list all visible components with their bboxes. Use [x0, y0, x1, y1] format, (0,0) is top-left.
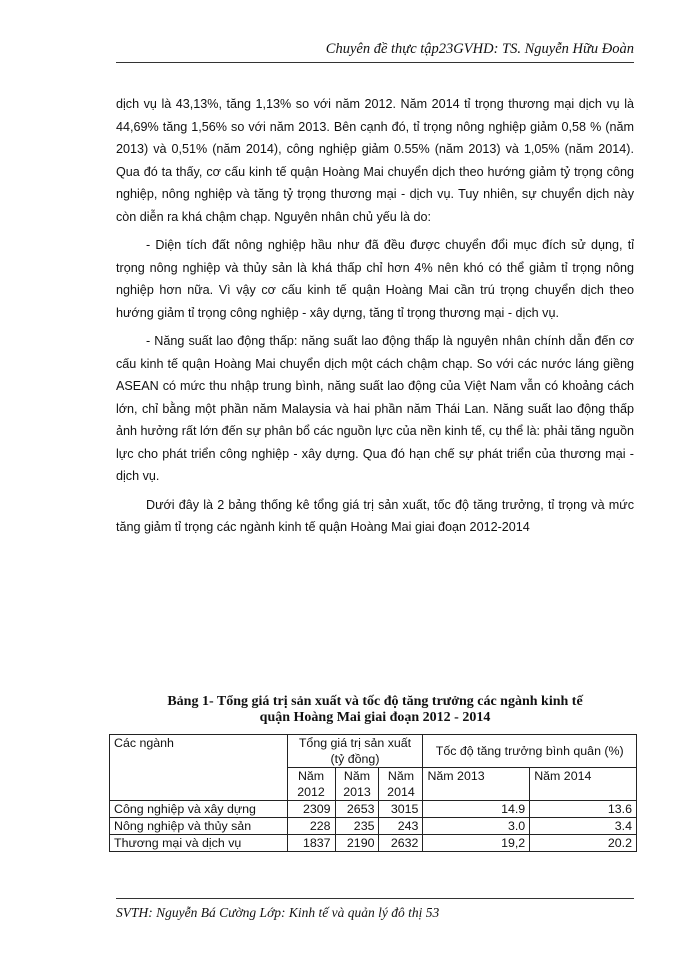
- sector-name: Nông nghiệp và thủy sản: [110, 818, 288, 835]
- page-footer: SVTH: Nguyễn Bá Cường Lớp: Kinh tế và quản lý đô thị 53: [116, 898, 634, 921]
- table-row: [110, 835, 637, 852]
- body-text: [116, 93, 634, 539]
- header-growth-rate: Tốc độ tăng trưởng bình quân (%): [423, 735, 637, 768]
- value-cell: 2632: [379, 835, 423, 852]
- value-cell: 235: [335, 818, 379, 835]
- growth-column-header: Năm 2013: [423, 768, 530, 801]
- table-row: [110, 801, 637, 818]
- growth-cell: 20.2: [530, 835, 637, 852]
- value-cell: 2309: [287, 801, 335, 818]
- paragraph: dịch vụ là 43,13%, tăng 1,13% so với năm 2012. Năm 2014 tỉ trọng thương mại dịch vụ là 44,69% tăng 1,56% so với năm 2013. Bên cạnh đó, tỉ trọng nông nghiệp giảm 0,58 % (năm 2013) và 0,51% (năm 2014), công nghiệp giảm 0.55% (năm 2013) và 1,05% (năm 2014). Qua đó ta thấy, cơ cấu kinh tế quận Hoàng Mai chuyển dịch theo hướng giảm tỷ trọng công nghiệp, nông nghiệp và tăng tỷ trọng thương mại - dịch vụ. Tuy nhiên, sự chuyển dịch này còn diễn ra khá chậm chạp. Nguyên nhân chủ yếu là do:: [116, 97, 634, 224]
- sector-name: Thương mại và dịch vụ: [110, 835, 288, 852]
- value-cell: 3015: [379, 801, 423, 818]
- growth-cell: 3.4: [530, 818, 637, 835]
- growth-cell: 19,2: [423, 835, 530, 852]
- year-column-header: Năm 2012: [287, 768, 335, 801]
- table-row: [110, 818, 637, 835]
- value-cell: 243: [379, 818, 423, 835]
- growth-cell: 13.6: [530, 801, 637, 818]
- year-column-header: Năm 2013: [335, 768, 379, 801]
- table-caption-line: Bảng 1- Tổng giá trị sản xuất và tốc độ tăng trưởng các ngành kinh tế: [167, 694, 583, 709]
- statistics-table: [109, 734, 637, 852]
- header-sector: Các ngành: [110, 735, 288, 801]
- paragraph: - Diện tích đất nông nghiệp hầu như đã đều được chuyển đổi mục đích sử dụng, tỉ trọng nông nghiệp và thủy sản là khá thấp chỉ hơn 4% nên khó có thể giảm tỉ trọng nông nghiệp hơn nữa. Vì vậy cơ cấu kinh tế quận Hoàng Mai cần trú trọng chuyển dịch theo hướng giảm tỉ trọng công nghiệp - xây dựng, tăng tỉ trọng thương mại - dịch vụ.: [116, 238, 634, 320]
- value-cell: 228: [287, 818, 335, 835]
- page-header: Chuyên đề thực tập23GVHD: TS. Nguyễn Hữu Đoàn: [116, 40, 634, 63]
- growth-column-header: Năm 2014: [530, 768, 637, 801]
- paragraph: Dưới đây là 2 bảng thống kê tổng giá trị sản xuất, tốc độ tăng trưởng, tỉ trọng và mức tăng giảm tỉ trọng các ngành kinh tế quận Hoàng Mai giai đoạn 2012-2014: [116, 497, 634, 534]
- table-caption: [116, 694, 634, 726]
- table-caption-line: quận Hoàng Mai giai đoạn 2012 - 2014: [259, 710, 491, 725]
- value-cell: 2653: [335, 801, 379, 818]
- value-cell: 2190: [335, 835, 379, 852]
- year-column-header: Năm 2014: [379, 768, 423, 801]
- growth-cell: 3.0: [423, 818, 530, 835]
- table-header-row: [110, 735, 637, 768]
- value-cell: 1837: [287, 835, 335, 852]
- paragraph: - Năng suất lao động thấp: năng suất lao động thấp là nguyên nhân chính dẫn đến cơ cấu kinh tế quận Hoàng Mai chuyển dịch một cách chậm chạp. So với các nước láng giềng ASEAN có mức thu nhập trung bình, năng suất lao động của Việt Nam vẫn có khoảng cách lớn, chỉ bằng một phần năm Malaysia và hai phần năm Thái Lan. Năng suất lao động thấp ảnh hưởng rất lớn đến sự phân bổ các nguồn lực của nền kinh tế, cụ thể là: phải tăng nguồn lực cho phát triển công nghiệp - xây dựng. Qua đó hạn chế sự phát triển của thương mại - dịch vụ.: [116, 334, 634, 483]
- growth-cell: 14.9: [423, 801, 530, 818]
- header-production-value: Tổng giá trị sản xuất (tỷ đồng): [287, 735, 423, 768]
- sector-name: Công nghiệp và xây dựng: [110, 801, 288, 818]
